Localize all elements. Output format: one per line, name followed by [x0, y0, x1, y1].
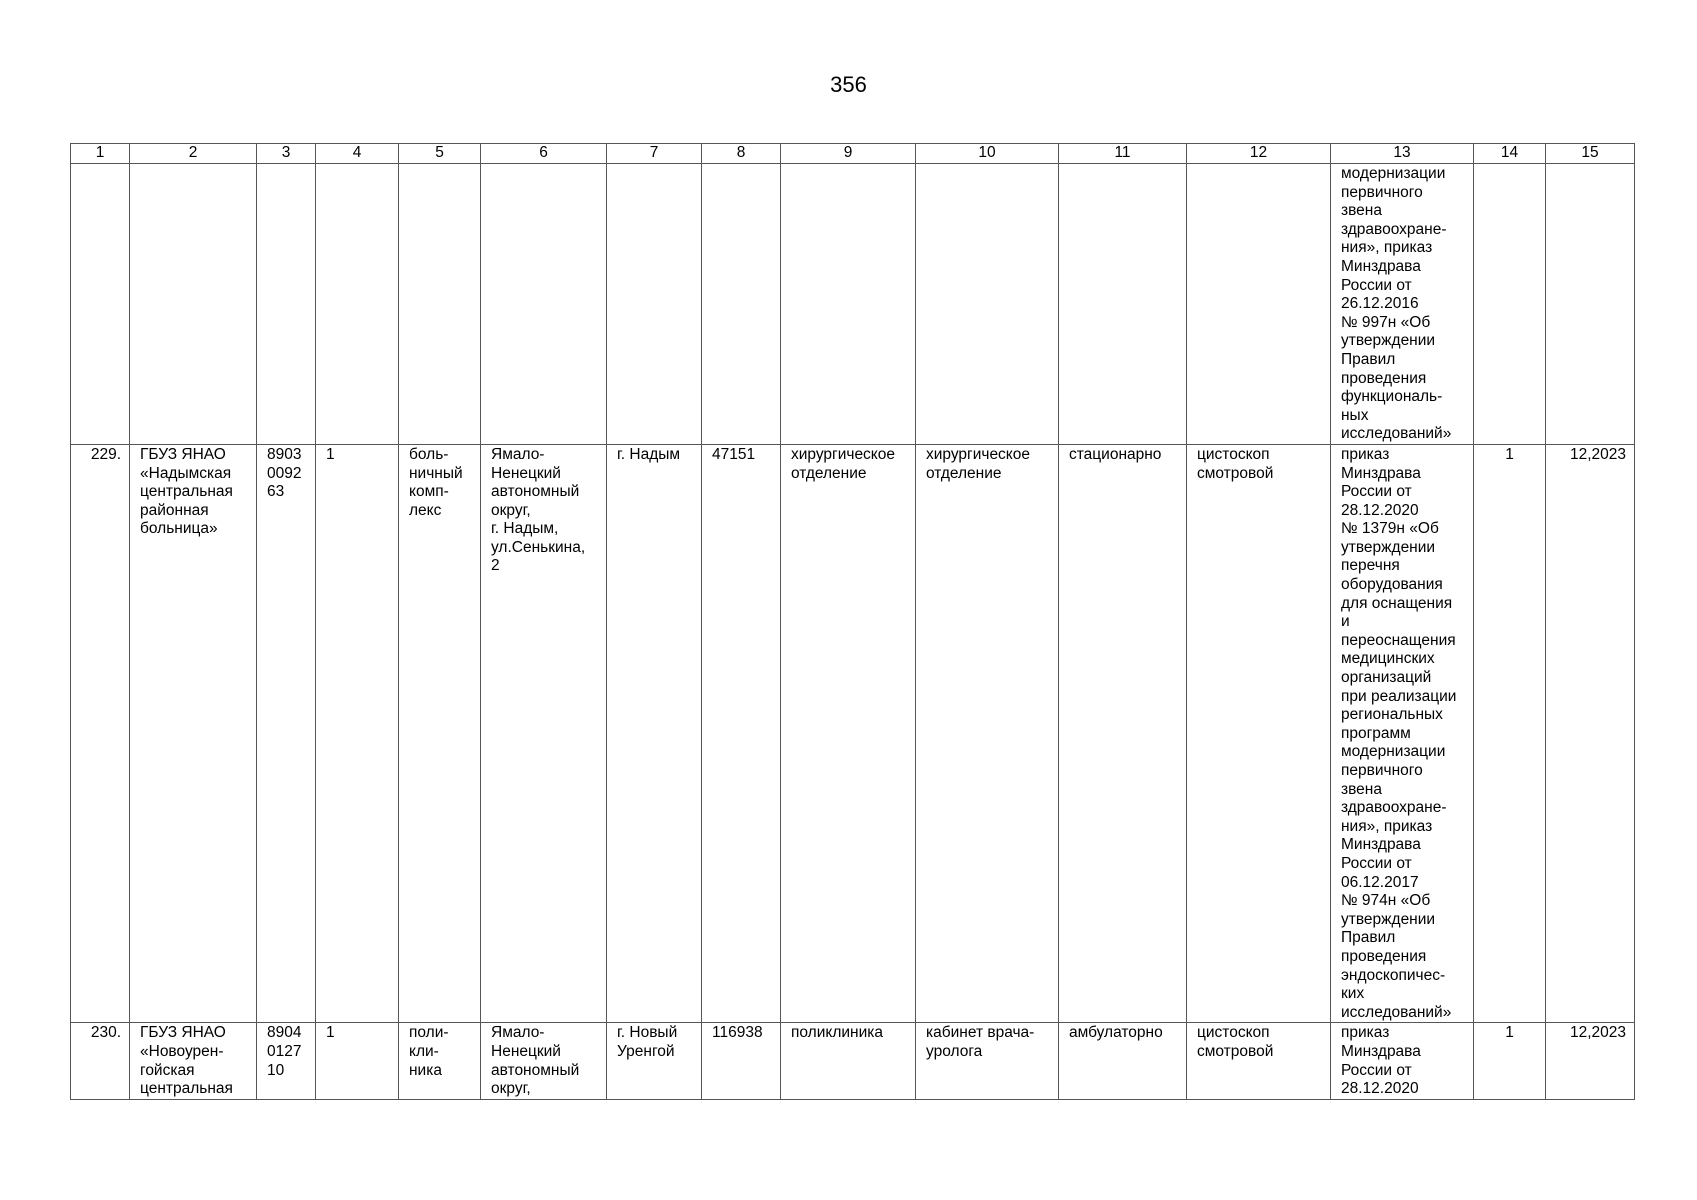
date-cell: 12,2023	[1546, 1023, 1635, 1099]
table-cell	[71, 164, 130, 445]
column-header: 11	[1059, 144, 1187, 164]
column-header: 10	[916, 144, 1059, 164]
table-cell	[399, 164, 481, 445]
column-header: 7	[607, 144, 702, 164]
table-cell	[702, 164, 781, 445]
row-number-cell: 230.	[71, 1023, 130, 1099]
column-header: 2	[130, 144, 257, 164]
table-cell	[781, 164, 916, 445]
table-cell	[1059, 164, 1187, 445]
column-header: 12	[1187, 144, 1331, 164]
column-header: 1	[71, 144, 130, 164]
table-cell	[916, 164, 1059, 445]
facility-type-cell: боль- ничный комп- лекс	[399, 444, 481, 1022]
address-cell: Ямало- Ненецкий автономный округ,	[481, 1023, 607, 1099]
column-header: 13	[1331, 144, 1474, 164]
inn-cell: 8903 0092 63	[257, 444, 316, 1022]
table-cell	[257, 164, 316, 445]
table-cell	[1474, 164, 1546, 445]
column-header: 14	[1474, 144, 1546, 164]
table-row	[71, 444, 1635, 1022]
column-header: 5	[399, 144, 481, 164]
unit-cell: поликлиника	[781, 1023, 916, 1099]
table-cell	[1546, 164, 1635, 445]
equipment-table	[70, 143, 1635, 1100]
column-header: 15	[1546, 144, 1635, 164]
care-conditions-cell: стационарно	[1059, 444, 1187, 1022]
count-cell: 1	[316, 444, 399, 1022]
table-header-row	[71, 144, 1635, 164]
table-cell	[316, 164, 399, 445]
count-cell: 1	[316, 1023, 399, 1099]
row-number-cell: 229.	[71, 444, 130, 1022]
table-cell	[130, 164, 257, 445]
column-header: 9	[781, 144, 916, 164]
inn-cell: 8904 0127 10	[257, 1023, 316, 1099]
column-header: 8	[702, 144, 781, 164]
department-cell: кабинет врача- уролога	[916, 1023, 1059, 1099]
address-cell: Ямало- Ненецкий автономный округ, г. Надым, ул.Сенькина, 2	[481, 444, 607, 1022]
equipment-cell: цистоскоп смотровой	[1187, 444, 1331, 1022]
legal-basis-cell: приказ Минздрава России от 28.12.2020	[1331, 1023, 1474, 1099]
facility-type-cell: поли- кли- ника	[399, 1023, 481, 1099]
organization-cell: ГБУЗ ЯНАО «Новоурен- гойская центральная	[130, 1023, 257, 1099]
legal-basis-cell: приказ Минздрава России от 28.12.2020 № 1379н «Об утверждении перечня оборудования для оснащения и переоснащения медицинских организаций при реализации региональных программ модернизации первичного звена здравоохране- ния», приказ Минздрава России от 06.12.2017 № 974н «Об утверждении Правил проведения эндоскопичес- ких исследований»	[1331, 444, 1474, 1022]
table-cell	[607, 164, 702, 445]
quantity-cell: 1	[1474, 1023, 1546, 1099]
table-row-continuation	[71, 164, 1635, 445]
column-header: 6	[481, 144, 607, 164]
population-cell: 116938	[702, 1023, 781, 1099]
column-header: 3	[257, 144, 316, 164]
locality-cell: г. Новый Уренгой	[607, 1023, 702, 1099]
care-conditions-cell: амбулаторно	[1059, 1023, 1187, 1099]
table-row	[71, 1023, 1635, 1099]
legal-basis-cell: модернизации первичного звена здравоохране- ния», приказ Минздрава России от 26.12.2016 № 997н «Об утверждении Правил проведения функциональ- ных исследований»	[1331, 164, 1474, 445]
page-number: 356	[830, 72, 867, 97]
department-cell: хирургическое отделение	[916, 444, 1059, 1022]
organization-cell: ГБУЗ ЯНАО «Надымская центральная районная больница»	[130, 444, 257, 1022]
column-header: 4	[316, 144, 399, 164]
population-cell: 47151	[702, 444, 781, 1022]
date-cell: 12,2023	[1546, 444, 1635, 1022]
equipment-cell: цистоскоп смотровой	[1187, 1023, 1331, 1099]
table-cell	[481, 164, 607, 445]
locality-cell: г. Надым	[607, 444, 702, 1022]
quantity-cell: 1	[1474, 444, 1546, 1022]
table-cell	[1187, 164, 1331, 445]
unit-cell: хирургическое отделение	[781, 444, 916, 1022]
